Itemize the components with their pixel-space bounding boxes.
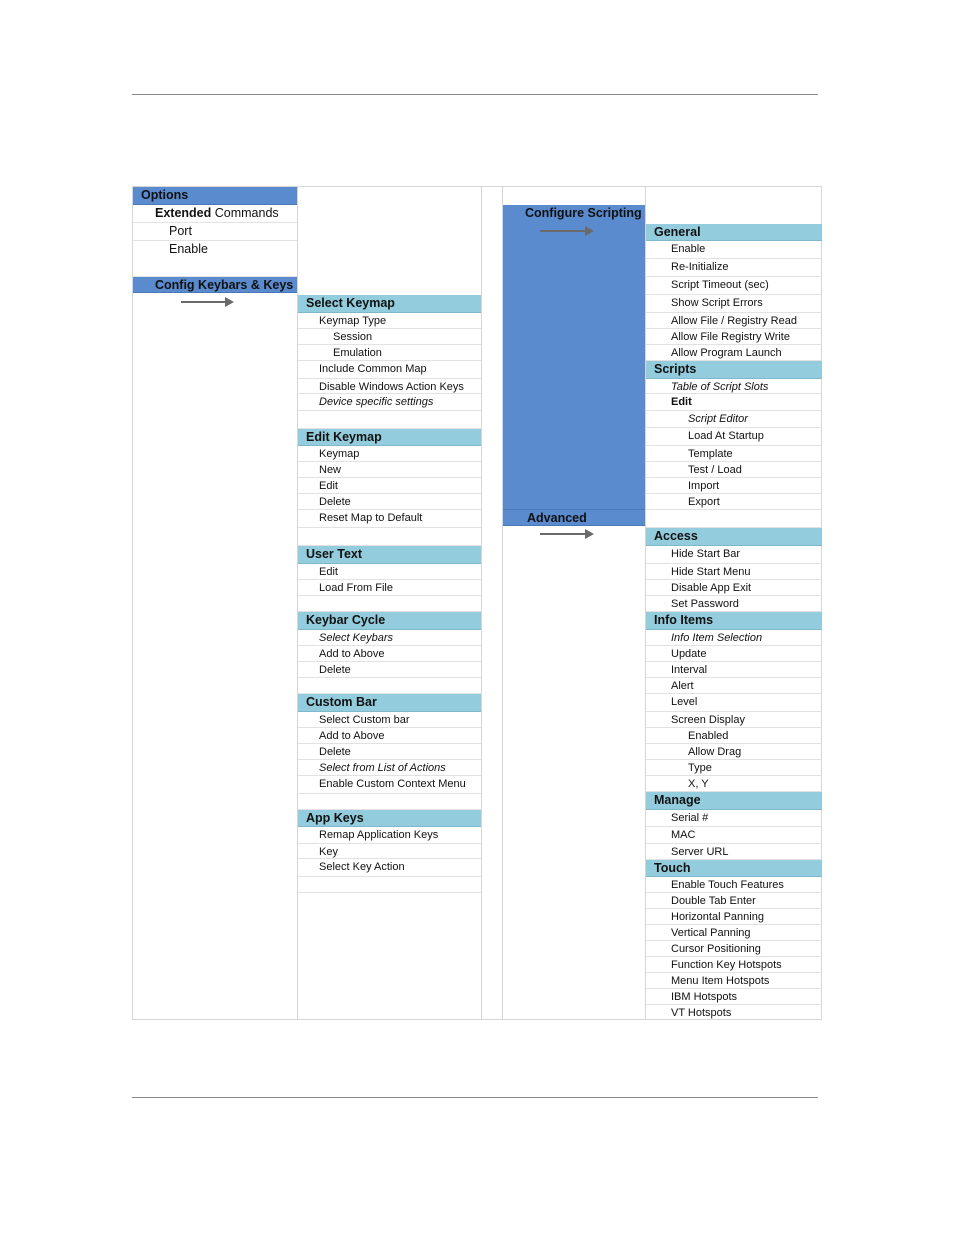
arrow-right-icon: [540, 529, 594, 539]
menu-item-blank: [298, 596, 481, 612]
menu-item-enable-custom-context-menu: Enable Custom Context Menu: [298, 776, 481, 794]
arrow-right-icon: [540, 226, 594, 236]
footer-rule: [132, 1097, 818, 1098]
menu-item-edit: Edit: [298, 478, 481, 494]
menu-item-select-key-action: Select Key Action: [298, 859, 481, 877]
menu-item-remap-application-keys: Remap Application Keys: [298, 827, 481, 844]
menu-item-device-specific-settings: Device specific settings: [298, 394, 481, 411]
section-header-advanced: Advanced: [503, 510, 645, 526]
menu-item-edit: Edit: [298, 564, 481, 580]
menu-item-port: Port: [133, 223, 297, 241]
menu-item-double-tab-enter: Double Tab Enter: [646, 893, 822, 909]
menu-item-function-key-hotspots: Function Key Hotspots: [646, 957, 822, 973]
menu-item-type: Type: [646, 760, 822, 776]
menu-item-keymap: Keymap: [298, 446, 481, 462]
menu-item-mac: MAC: [646, 827, 822, 844]
menu-item-disable-windows-action-keys: Disable Windows Action Keys: [298, 379, 481, 394]
menu-item-show-script-errors: Show Script Errors: [646, 295, 822, 313]
menu-item-blank: [646, 510, 822, 528]
menu-item-enabled: Enabled: [646, 728, 822, 744]
menu-item-allow-drag: Allow Drag: [646, 744, 822, 760]
menu-item-edit: Edit: [646, 394, 822, 411]
menu-item-set-password: Set Password: [646, 596, 822, 612]
menu-item-select-from-list-of-actions: Select from List of Actions: [298, 760, 481, 776]
menu-item-disable-app-exit: Disable App Exit: [646, 580, 822, 596]
menu-item-test-load: Test / Load: [646, 462, 822, 478]
menu-item-level: Level: [646, 694, 822, 712]
menu-item-keymap-type: Keymap Type: [298, 313, 481, 329]
menu-item-blank: [298, 877, 481, 893]
section-header-app-keys: App Keys: [298, 810, 481, 827]
menu-item-allow-program-launch: Allow Program Launch: [646, 345, 822, 361]
menu-item-blank: [298, 528, 481, 546]
menu-item-extended-commands: Extended Commands: [133, 205, 297, 223]
menu-item-include-common-map: Include Common Map: [298, 361, 481, 379]
section-header-info-items: Info Items: [646, 612, 822, 630]
menu-item-export: Export: [646, 494, 822, 510]
section-header-touch: Touch: [646, 860, 822, 877]
section-header-user-text: User Text: [298, 546, 481, 564]
menu-item-update: Update: [646, 646, 822, 662]
menu-item-horizontal-panning: Horizontal Panning: [646, 909, 822, 925]
menu-item-serial: Serial #: [646, 810, 822, 827]
menu-item-select-custom-bar: Select Custom bar: [298, 712, 481, 728]
menu-item-alert: Alert: [646, 678, 822, 694]
menu-item-server-url: Server URL: [646, 844, 822, 860]
menu-item-menu-item-hotspots: Menu Item Hotspots: [646, 973, 822, 989]
menu-item-delete: Delete: [298, 744, 481, 760]
menu-item-blank: [298, 411, 481, 429]
menu-item-session: Session: [298, 329, 481, 345]
section-header-access: Access: [646, 528, 822, 546]
menu-item-table-of-script-slots: Table of Script Slots: [646, 379, 822, 394]
menu-item-delete: Delete: [298, 662, 481, 678]
menu-item-bold-part: Extended: [155, 206, 212, 220]
menu-item-hide-start-menu: Hide Start Menu: [646, 564, 822, 580]
menu-item-info-item-selection: Info Item Selection: [646, 630, 822, 646]
menu-item-script-editor: Script Editor: [646, 411, 822, 428]
menu-item-add-to-above: Add to Above: [298, 728, 481, 744]
menu-item-vertical-panning: Vertical Panning: [646, 925, 822, 941]
header-rule: [132, 94, 818, 95]
section-header-config-keybars-keys: Config Keybars & Keys: [133, 277, 297, 293]
section-header-edit-keymap: Edit Keymap: [298, 429, 481, 446]
menu-item-enable-touch-features: Enable Touch Features: [646, 877, 822, 893]
menu-item-enable: Enable: [133, 241, 297, 277]
arrow-right-icon: [181, 297, 234, 307]
menu-item-add-to-above: Add to Above: [298, 646, 481, 662]
section-header-select-keymap: Select Keymap: [298, 295, 481, 313]
section-header-custom-bar: Custom Bar: [298, 694, 481, 712]
menu-item-load-from-file: Load From File: [298, 580, 481, 596]
menu-item-cursor-positioning: Cursor Positioning: [646, 941, 822, 957]
menu-item-emulation: Emulation: [298, 345, 481, 361]
menu-item-interval: Interval: [646, 662, 822, 678]
menu-item-enable: Enable: [646, 241, 822, 259]
menu-item-blank: [298, 678, 481, 694]
menu-item-delete: Delete: [298, 494, 481, 510]
menu-item-ibm-hotspots: IBM Hotspots: [646, 989, 822, 1005]
menu-item-allow-file-registry-write: Allow File Registry Write: [646, 329, 822, 345]
section-header-scripts: Scripts: [646, 361, 822, 379]
column-divider: [481, 186, 482, 1020]
menu-item-reset-map-to-default: Reset Map to Default: [298, 510, 481, 528]
menu-item-allow-file-registry-read: Allow File / Registry Read: [646, 313, 822, 329]
menu-item-template: Template: [646, 446, 822, 462]
menu-item-x-y: X, Y: [646, 776, 822, 792]
section-header-configure-scripting: Configure Scripting: [503, 205, 645, 510]
menu-item-vt-hotspots: VT Hotspots: [671, 1007, 732, 1019]
section-header-general: General: [646, 224, 822, 241]
menu-item-import: Import: [646, 478, 822, 494]
menu-item-key: Key: [298, 844, 481, 859]
section-header-keybar-cycle: Keybar Cycle: [298, 612, 481, 630]
menu-item-screen-display: Screen Display: [646, 712, 822, 728]
section-header-manage: Manage: [646, 792, 822, 810]
menu-item-select-keybars: Select Keybars: [298, 630, 481, 646]
menu-item-blank: [298, 794, 481, 810]
menu-item-script-timeout-sec: Script Timeout (sec): [646, 277, 822, 295]
section-header-options: Options: [133, 187, 297, 205]
menu-item-re-initialize: Re-Initialize: [646, 259, 822, 277]
menu-item-new: New: [298, 462, 481, 478]
menu-item-load-at-startup: Load At Startup: [646, 428, 822, 446]
menu-item-hide-start-bar: Hide Start Bar: [646, 546, 822, 564]
